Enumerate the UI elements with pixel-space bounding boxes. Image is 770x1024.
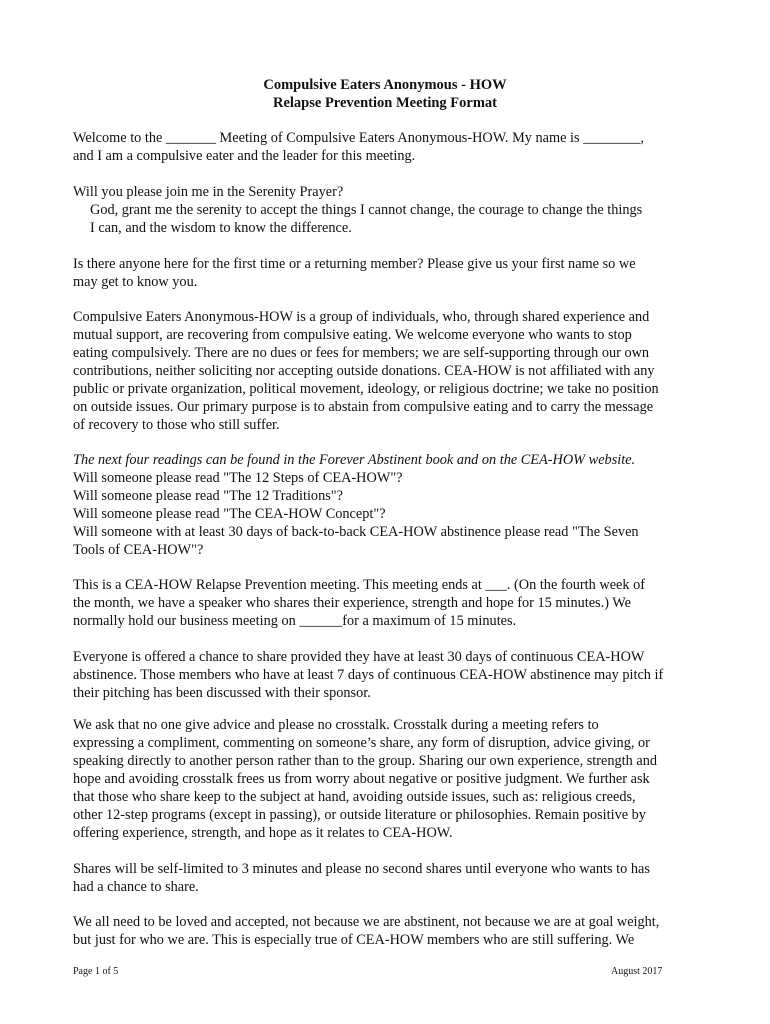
text-line: hope and avoiding crosstalk frees us from worry about negative or positive judgment. We further ask (73, 771, 650, 787)
welcome-paragraph (73, 129, 703, 165)
text-line: mutual support, are recovering from compulsive eating. We welcome everyone who wants to stop (73, 327, 632, 343)
sharing-paragraph (73, 648, 703, 702)
serenity-prayer-paragraph (73, 183, 703, 237)
text-line: the month, we have a speaker who shares their experience, strength and hope for 15 minutes.) We (73, 595, 631, 611)
text-line: contributions, neither soliciting nor accepting outside donations. CEA-HOW is not affiliated with any (73, 363, 655, 379)
text-line: We all need to be loved and accepted, not because we are abstinent, not because we are at goal weight, (73, 914, 660, 930)
reading-request: Will someone with at least 30 days of back-to-back CEA-HOW abstinence please read "The Seven (73, 524, 639, 540)
reading-request: Will someone please read "The CEA-HOW Concept"? (73, 506, 386, 522)
first-time-paragraph (73, 255, 703, 291)
text-line: speaking directly to another person rather than to the group. Sharing our own experience, strength and (73, 753, 658, 769)
text-line: of recovery to those who still suffer. (73, 417, 280, 433)
text-line: Will you please join me in the Serenity Prayer? (73, 184, 344, 200)
prayer-line: I can, and the wisdom to know the difference. (90, 220, 352, 236)
text-line: Compulsive Eaters Anonymous-HOW is a group of individuals, who, through shared experience and (73, 309, 650, 325)
text-line: but just for who we are. This is especially true of CEA-HOW members who are still suffering. We (73, 932, 635, 948)
preamble-paragraph (73, 308, 703, 434)
document-date: August 2017 (611, 966, 663, 977)
text-line: offering experience, strength, and hope as it relates to CEA-HOW. (73, 825, 453, 841)
text-line: public or private organization, political movement, ideology, or religious doctrine; we take no position (73, 381, 659, 397)
document-title: Compulsive Eaters Anonymous - HOW (263, 77, 507, 93)
reading-request: Tools of CEA-HOW"? (73, 542, 204, 558)
text-line: Welcome to the _______ Meeting of Compulsive Eaters Anonymous-HOW. My name is ________, (73, 130, 644, 146)
page-number: Page 1 of 5 (73, 966, 119, 977)
meeting-info-paragraph (73, 576, 703, 630)
text-line: expressing a compliment, commenting on someone’s share, any form of disruption, advice giving, or (73, 735, 650, 751)
text-line: normally hold our business meeting on ______for a maximum of 15 minutes. (73, 613, 517, 629)
text-line: and I am a compulsive eater and the leader for this meeting. (73, 148, 416, 164)
readings-paragraph (73, 451, 703, 559)
text-line: eating compulsively. There are no dues or fees for members; we are self-supporting through our own (73, 345, 650, 361)
reading-request: Will someone please read "The 12 Steps of CEA-HOW"? (73, 470, 403, 486)
prayer-line: God, grant me the serenity to accept the things I cannot change, the courage to change the things (90, 202, 643, 218)
text-line: on outside issues. Our primary purpose is to abstain from compulsive eating and to carry the message (73, 399, 654, 415)
text-line: This is a CEA-HOW Relapse Prevention meeting. This meeting ends at ___. (On the fourth week of (73, 577, 646, 593)
text-line: Is there anyone here for the first time or a returning member? Please give us your first name so we (73, 256, 636, 272)
crosstalk-paragraph (73, 716, 703, 842)
text-line: other 12-step programs (except in passing), or outside literature or philosophies. Remain positive by (73, 807, 646, 823)
text-line: their pitching has been discussed with their sponsor. (73, 685, 371, 701)
shares-limit-paragraph (73, 860, 703, 896)
text-line: Everyone is offered a chance to share provided they have at least 30 days of continuous CEA-HOW (73, 649, 645, 665)
text-line: had a chance to share. (73, 879, 199, 895)
document-subtitle: Relapse Prevention Meeting Format (272, 95, 498, 111)
text-line: abstinence. Those members who have at least 7 days of continuous CEA-HOW abstinence may pitch if (73, 667, 664, 683)
loved-paragraph (73, 913, 703, 949)
reading-request: Will someone please read "The 12 Traditions"? (73, 488, 343, 504)
text-line: that those who share keep to the subject at hand, avoiding outside issues, such as: religious creeds, (73, 789, 636, 805)
text-line: We ask that no one give advice and please no crosstalk. Crosstalk during a meeting refers to (73, 717, 599, 733)
text-line: Shares will be self-limited to 3 minutes and please no second shares until everyone who wants to has (73, 861, 650, 877)
readings-note: The next four readings can be found in the Forever Abstinent book and on the CEA-HOW website. (73, 452, 636, 468)
text-line: may get to know you. (73, 274, 198, 290)
